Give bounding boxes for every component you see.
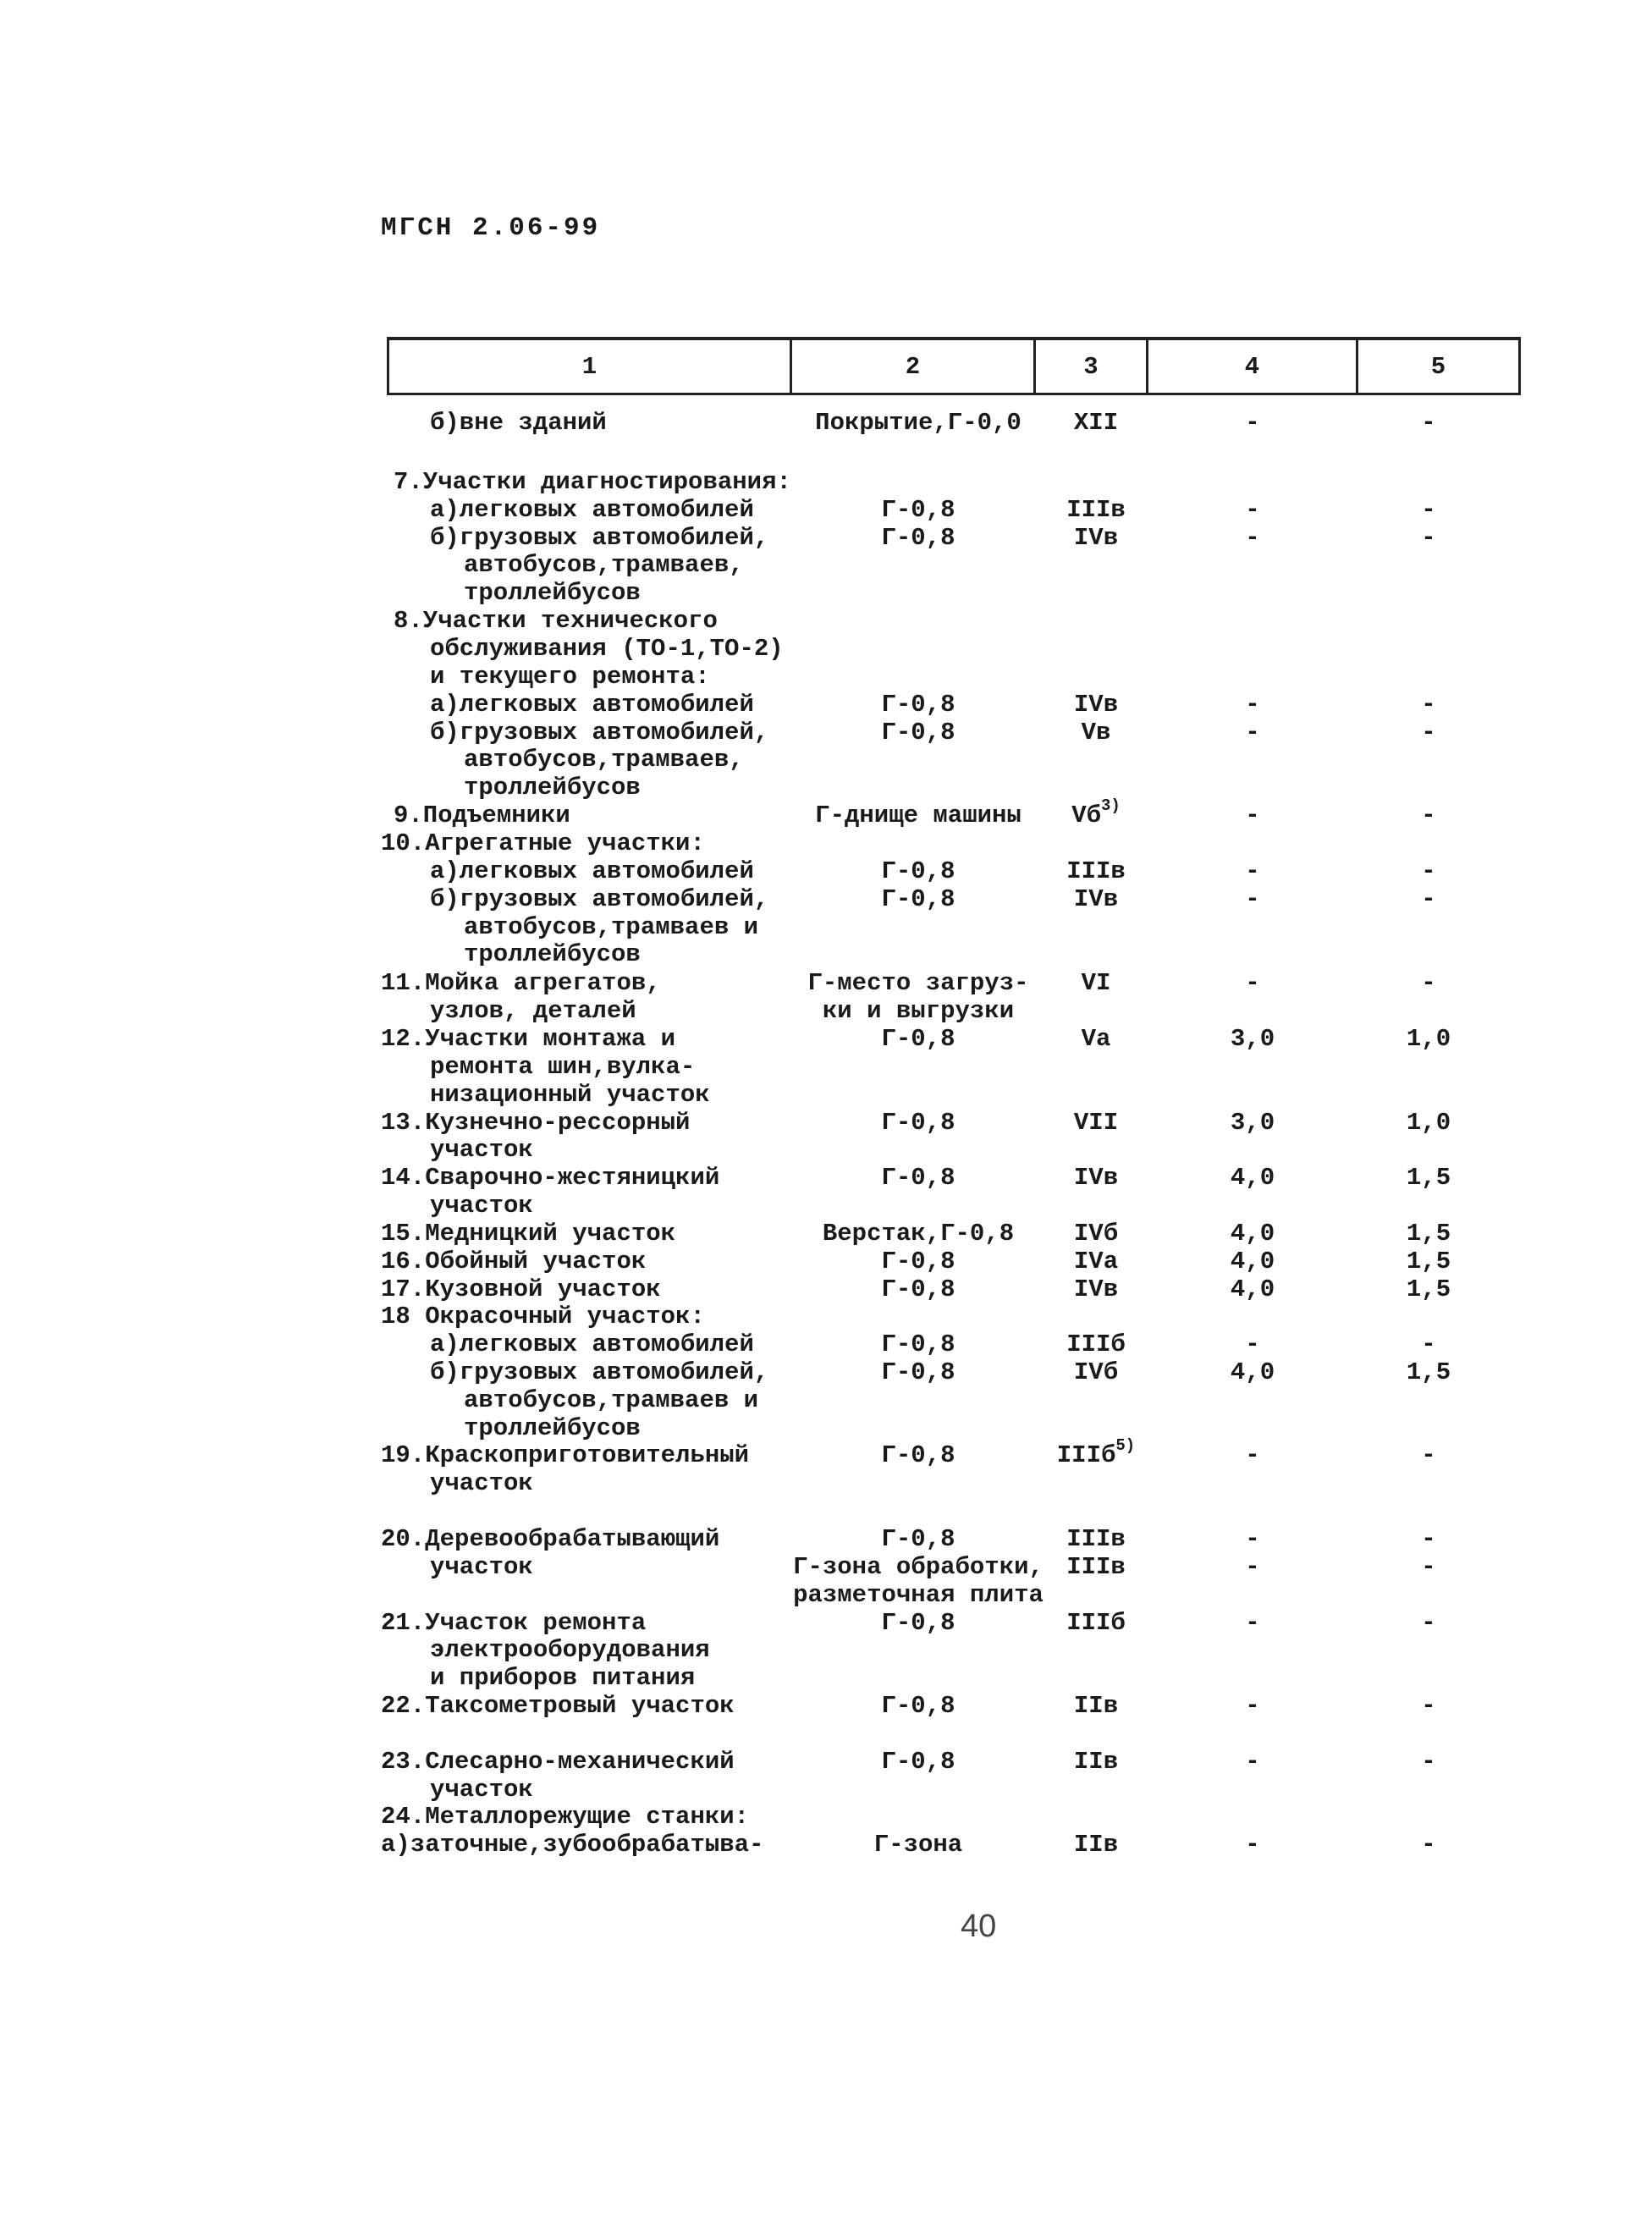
row-illumination-surface: Г-0,8 xyxy=(881,1248,955,1275)
row-value-col4: - xyxy=(1245,1553,1260,1581)
row-description: б)вне зданий xyxy=(430,409,607,437)
table-row xyxy=(0,691,1652,719)
row-description: и текущего ремонта: xyxy=(430,663,710,691)
row-value-col5: - xyxy=(1421,1330,1436,1358)
row-illumination-surface: Г-место загруз- xyxy=(807,969,1029,997)
header-col-5: 5 xyxy=(1430,352,1446,381)
row-value-col4: - xyxy=(1245,719,1260,746)
row-work-category: IIIб xyxy=(1066,1330,1126,1358)
row-description: б)грузовых автомобилей, xyxy=(430,885,769,913)
table-row xyxy=(0,1748,1652,1776)
row-value-col5: - xyxy=(1421,719,1436,746)
row-value-col5: - xyxy=(1421,1441,1436,1469)
table-row xyxy=(0,607,1652,635)
table-row xyxy=(0,635,1652,663)
row-description: 19.Краскоприготовительный xyxy=(381,1441,750,1469)
row-value-col5: 1,5 xyxy=(1406,1275,1451,1303)
row-value-col5: 1,5 xyxy=(1406,1358,1451,1386)
row-work-category: IIIв xyxy=(1066,496,1126,524)
row-value-col4: 4,0 xyxy=(1230,1275,1275,1303)
row-work-category: IVв xyxy=(1073,1164,1119,1192)
row-value-col4: - xyxy=(1245,409,1260,437)
table-header xyxy=(387,337,1521,395)
row-work-category: IIIв xyxy=(1066,1525,1126,1553)
row-description: троллейбусов xyxy=(464,940,641,968)
row-value-col4: 3,0 xyxy=(1230,1025,1275,1053)
row-value-col4: - xyxy=(1245,1692,1260,1720)
row-value-col4: - xyxy=(1245,1330,1260,1358)
row-description: 18 Окрасочный участок: xyxy=(381,1303,705,1330)
row-value-col5: - xyxy=(1421,1748,1436,1776)
row-description: низационный участок xyxy=(430,1081,710,1109)
row-description: а)легковых автомобилей xyxy=(430,1330,754,1358)
table-row xyxy=(0,1275,1652,1303)
table-row xyxy=(0,1581,1652,1609)
page-number: 40 xyxy=(961,1909,997,1944)
row-value-col5: - xyxy=(1421,1553,1436,1581)
table-row xyxy=(0,796,1652,829)
row-work-category: IIIв xyxy=(1066,857,1126,885)
row-value-col4: - xyxy=(1245,969,1260,997)
row-description: 22.Таксометровый участок xyxy=(381,1692,735,1720)
row-description: 16.Обойный участок xyxy=(381,1248,647,1275)
table-row xyxy=(0,1414,1652,1442)
row-illumination-surface: Г-0,8 xyxy=(881,524,955,552)
row-value-col4: 3,0 xyxy=(1230,1109,1275,1137)
row-description: 11.Мойка агрегатов, xyxy=(381,969,661,997)
row-description: автобусов,трамваев и xyxy=(464,1386,759,1414)
table-row xyxy=(0,1664,1652,1692)
row-illumination-surface: Г-0,8 xyxy=(881,719,955,746)
row-description: 17.Кузовной участок xyxy=(381,1275,661,1303)
row-illumination-surface: разметочная плита xyxy=(793,1581,1044,1609)
row-work-category: $Vб^{3)}$ xyxy=(1071,796,1121,829)
table-row xyxy=(0,468,1652,496)
table-row xyxy=(0,885,1652,913)
row-illumination-surface: Г-0,8 xyxy=(881,1441,955,1469)
row-illumination-surface: Г-0,8 xyxy=(881,1275,955,1303)
row-description: а)легковых автомобилей xyxy=(430,857,754,885)
row-value-col5: - xyxy=(1421,885,1436,913)
row-work-category: IIIб$^{5)}$ xyxy=(1056,1436,1136,1469)
table-row xyxy=(0,857,1652,885)
row-description: б)грузовых автомобилей, xyxy=(430,524,769,552)
table-row xyxy=(0,1136,1652,1164)
row-illumination-surface: Покрытие,Г-0,0 xyxy=(815,409,1021,437)
table-row xyxy=(0,829,1652,857)
table-row xyxy=(0,1109,1652,1137)
table-row xyxy=(0,1609,1652,1637)
row-value-col4: - xyxy=(1245,802,1260,829)
row-work-category: IVв xyxy=(1073,1275,1119,1303)
row-value-col5: 1,5 xyxy=(1406,1220,1451,1248)
row-description: автобусов,трамваев, xyxy=(464,746,744,774)
row-description: б)грузовых автомобилей, xyxy=(430,1358,769,1386)
row-value-col5: - xyxy=(1421,802,1436,829)
row-description: участок xyxy=(430,1553,533,1581)
row-work-category: IVб xyxy=(1073,1358,1119,1386)
table-row xyxy=(0,1248,1652,1275)
row-description: троллейбусов xyxy=(464,1414,641,1442)
row-value-col4: - xyxy=(1245,1525,1260,1553)
footnote-marker: 5) xyxy=(1115,1436,1136,1455)
table-row xyxy=(0,1330,1652,1358)
table-row xyxy=(0,1220,1652,1248)
row-work-category: XII xyxy=(1073,409,1119,437)
row-illumination-surface: Г-0,8 xyxy=(881,1748,955,1776)
row-work-category: VII xyxy=(1073,1109,1119,1137)
row-description: 12.Участки монтажа и xyxy=(381,1025,676,1053)
row-description: узлов, деталей xyxy=(430,997,636,1025)
row-work-category: IVб xyxy=(1073,1220,1119,1248)
row-value-col4: - xyxy=(1245,691,1260,719)
row-description: автобусов,трамваев и xyxy=(464,913,759,941)
row-value-col5: - xyxy=(1421,1609,1436,1637)
row-description: а)легковых автомобилей xyxy=(430,691,754,719)
table-row xyxy=(0,1025,1652,1053)
row-illumination-surface: Г-днище машины xyxy=(815,802,1021,829)
row-illumination-surface: Г-0,8 xyxy=(881,1164,955,1192)
row-description: троллейбусов xyxy=(464,774,641,802)
row-illumination-surface: Г-зона xyxy=(873,1831,963,1859)
table-row xyxy=(0,719,1652,746)
row-description: ремонта шин,вулка- xyxy=(430,1053,696,1081)
row-work-category: IIв xyxy=(1073,1831,1119,1859)
row-illumination-surface: Г-0,8 xyxy=(881,1109,955,1137)
row-work-category: IIIв xyxy=(1066,1553,1126,1581)
row-description: 15.Медницкий участок xyxy=(381,1220,676,1248)
row-value-col5: - xyxy=(1421,969,1436,997)
row-value-col4: - xyxy=(1245,1831,1260,1859)
row-work-category: IVв xyxy=(1073,885,1119,913)
table-row xyxy=(0,1525,1652,1553)
row-value-col5: - xyxy=(1421,1525,1436,1553)
row-value-col5: - xyxy=(1421,857,1436,885)
row-value-col5: - xyxy=(1421,409,1436,437)
row-value-col4: - xyxy=(1245,524,1260,552)
row-value-col5: 1,5 xyxy=(1406,1248,1451,1275)
table-row xyxy=(0,496,1652,524)
row-work-category: Vа xyxy=(1081,1025,1111,1053)
row-work-category: IVв xyxy=(1073,524,1119,552)
table-row xyxy=(0,774,1652,802)
row-work-category: VI xyxy=(1081,969,1111,997)
row-description: а)легковых автомобилей xyxy=(430,496,754,524)
table-row xyxy=(0,663,1652,691)
row-description: 9.Подъемники xyxy=(394,802,570,829)
table-row xyxy=(0,1692,1652,1720)
table-row xyxy=(0,1469,1652,1497)
table-row xyxy=(0,913,1652,941)
table-row xyxy=(0,1192,1652,1220)
table-row xyxy=(0,1303,1652,1330)
row-value-col4: 4,0 xyxy=(1230,1220,1275,1248)
row-description: б)грузовых автомобилей, xyxy=(430,719,769,746)
row-value-col4: 4,0 xyxy=(1230,1358,1275,1386)
row-value-col4: - xyxy=(1245,1609,1260,1637)
row-description: а)заточные,зубообрабатыва- xyxy=(381,1831,764,1859)
row-description: и приборов питания xyxy=(430,1664,696,1692)
row-description: 23.Слесарно-механический xyxy=(381,1748,735,1776)
row-value-col5: - xyxy=(1421,691,1436,719)
table-row xyxy=(0,1636,1652,1664)
table-row xyxy=(0,1436,1652,1469)
row-illumination-surface: Г-0,8 xyxy=(881,1025,955,1053)
table-row xyxy=(0,997,1652,1025)
row-description: 24.Металлорежущие станки: xyxy=(381,1803,750,1831)
table-row xyxy=(0,1358,1652,1386)
table-row xyxy=(0,940,1652,968)
table-row xyxy=(0,1386,1652,1414)
header-col-1: 1 xyxy=(389,340,792,393)
row-description: троллейбусов xyxy=(464,579,641,607)
row-illumination-surface: Г-0,8 xyxy=(881,1525,955,1553)
row-illumination-surface: Верстак,Г-0,8 xyxy=(822,1220,1015,1248)
row-work-category: Vв xyxy=(1081,719,1111,746)
row-value-col5: - xyxy=(1421,1831,1436,1859)
table-row xyxy=(0,1831,1652,1859)
table-row xyxy=(0,1553,1652,1581)
row-value-col4: - xyxy=(1245,885,1260,913)
row-value-col5: 1,5 xyxy=(1406,1164,1451,1192)
row-illumination-surface: Г-0,8 xyxy=(881,691,955,719)
row-description: участок xyxy=(430,1192,533,1220)
row-illumination-surface: Г-0,8 xyxy=(881,1358,955,1386)
row-illumination-surface: ки и выгрузки xyxy=(822,997,1015,1025)
row-value-col4: 4,0 xyxy=(1230,1248,1275,1275)
header-col-2: 2 xyxy=(792,340,1036,393)
row-description: участок xyxy=(430,1136,533,1164)
row-illumination-surface: Г-0,8 xyxy=(881,885,955,913)
row-illumination-surface: Г-зона обработки, xyxy=(793,1553,1044,1581)
header-col-3: 3 xyxy=(1036,340,1148,393)
row-description: 13.Кузнечно-рессорный xyxy=(381,1109,691,1137)
row-work-category: IIв xyxy=(1073,1748,1119,1776)
row-value-col5: - xyxy=(1421,524,1436,552)
table-row xyxy=(0,409,1652,437)
document-code: МГСН 2.06-99 xyxy=(381,213,601,243)
row-description: автобусов,трамваев, xyxy=(464,551,744,579)
row-value-col5: 1,0 xyxy=(1406,1025,1451,1053)
table-row xyxy=(0,1776,1652,1804)
row-description: 7.Участки диагностирования: xyxy=(394,468,791,496)
table-row xyxy=(0,551,1652,579)
row-value-col5: 1,0 xyxy=(1406,1109,1451,1137)
row-value-col4: 4,0 xyxy=(1230,1164,1275,1192)
row-work-category: IIв xyxy=(1073,1692,1119,1720)
row-value-col5: - xyxy=(1421,1692,1436,1720)
row-value-col4: - xyxy=(1245,857,1260,885)
table-row xyxy=(0,579,1652,607)
row-work-category: IVа xyxy=(1073,1248,1119,1275)
row-illumination-surface: Г-0,8 xyxy=(881,1692,955,1720)
table-row xyxy=(0,524,1652,552)
row-description: участок xyxy=(430,1469,533,1497)
row-description: 10.Агрегатные участки: xyxy=(381,829,705,857)
table-row xyxy=(0,1164,1652,1192)
row-description: 8.Участки технического xyxy=(394,607,718,635)
footnote-marker: 3) xyxy=(1101,796,1121,815)
row-illumination-surface: Г-0,8 xyxy=(881,857,955,885)
row-work-category: IVв xyxy=(1073,691,1119,719)
table-row xyxy=(0,969,1652,997)
row-description: 14.Сварочно-жестяницкий xyxy=(381,1164,720,1192)
row-work-category: IIIб xyxy=(1066,1609,1126,1637)
table-row xyxy=(0,1053,1652,1081)
row-illumination-surface: Г-0,8 xyxy=(881,1330,955,1358)
row-value-col4: - xyxy=(1245,496,1260,524)
row-value-col4: - xyxy=(1245,1441,1260,1469)
row-description: обслуживания (ТО-1,ТО-2) xyxy=(430,635,784,663)
table-row xyxy=(0,1081,1652,1109)
table-row xyxy=(0,1803,1652,1831)
header-col-4: 4 xyxy=(1148,340,1358,393)
row-illumination-surface: Г-0,8 xyxy=(881,1609,955,1637)
row-value-col4: - xyxy=(1245,1748,1260,1776)
row-illumination-surface: Г-0,8 xyxy=(881,496,955,524)
row-description: 21.Участок ремонта xyxy=(381,1609,647,1637)
row-description: 20.Деревообрабатывающий xyxy=(381,1525,720,1553)
row-description: электрооборудования xyxy=(430,1636,710,1664)
table-row xyxy=(0,746,1652,774)
row-value-col5: - xyxy=(1421,496,1436,524)
row-description: участок xyxy=(430,1776,533,1804)
